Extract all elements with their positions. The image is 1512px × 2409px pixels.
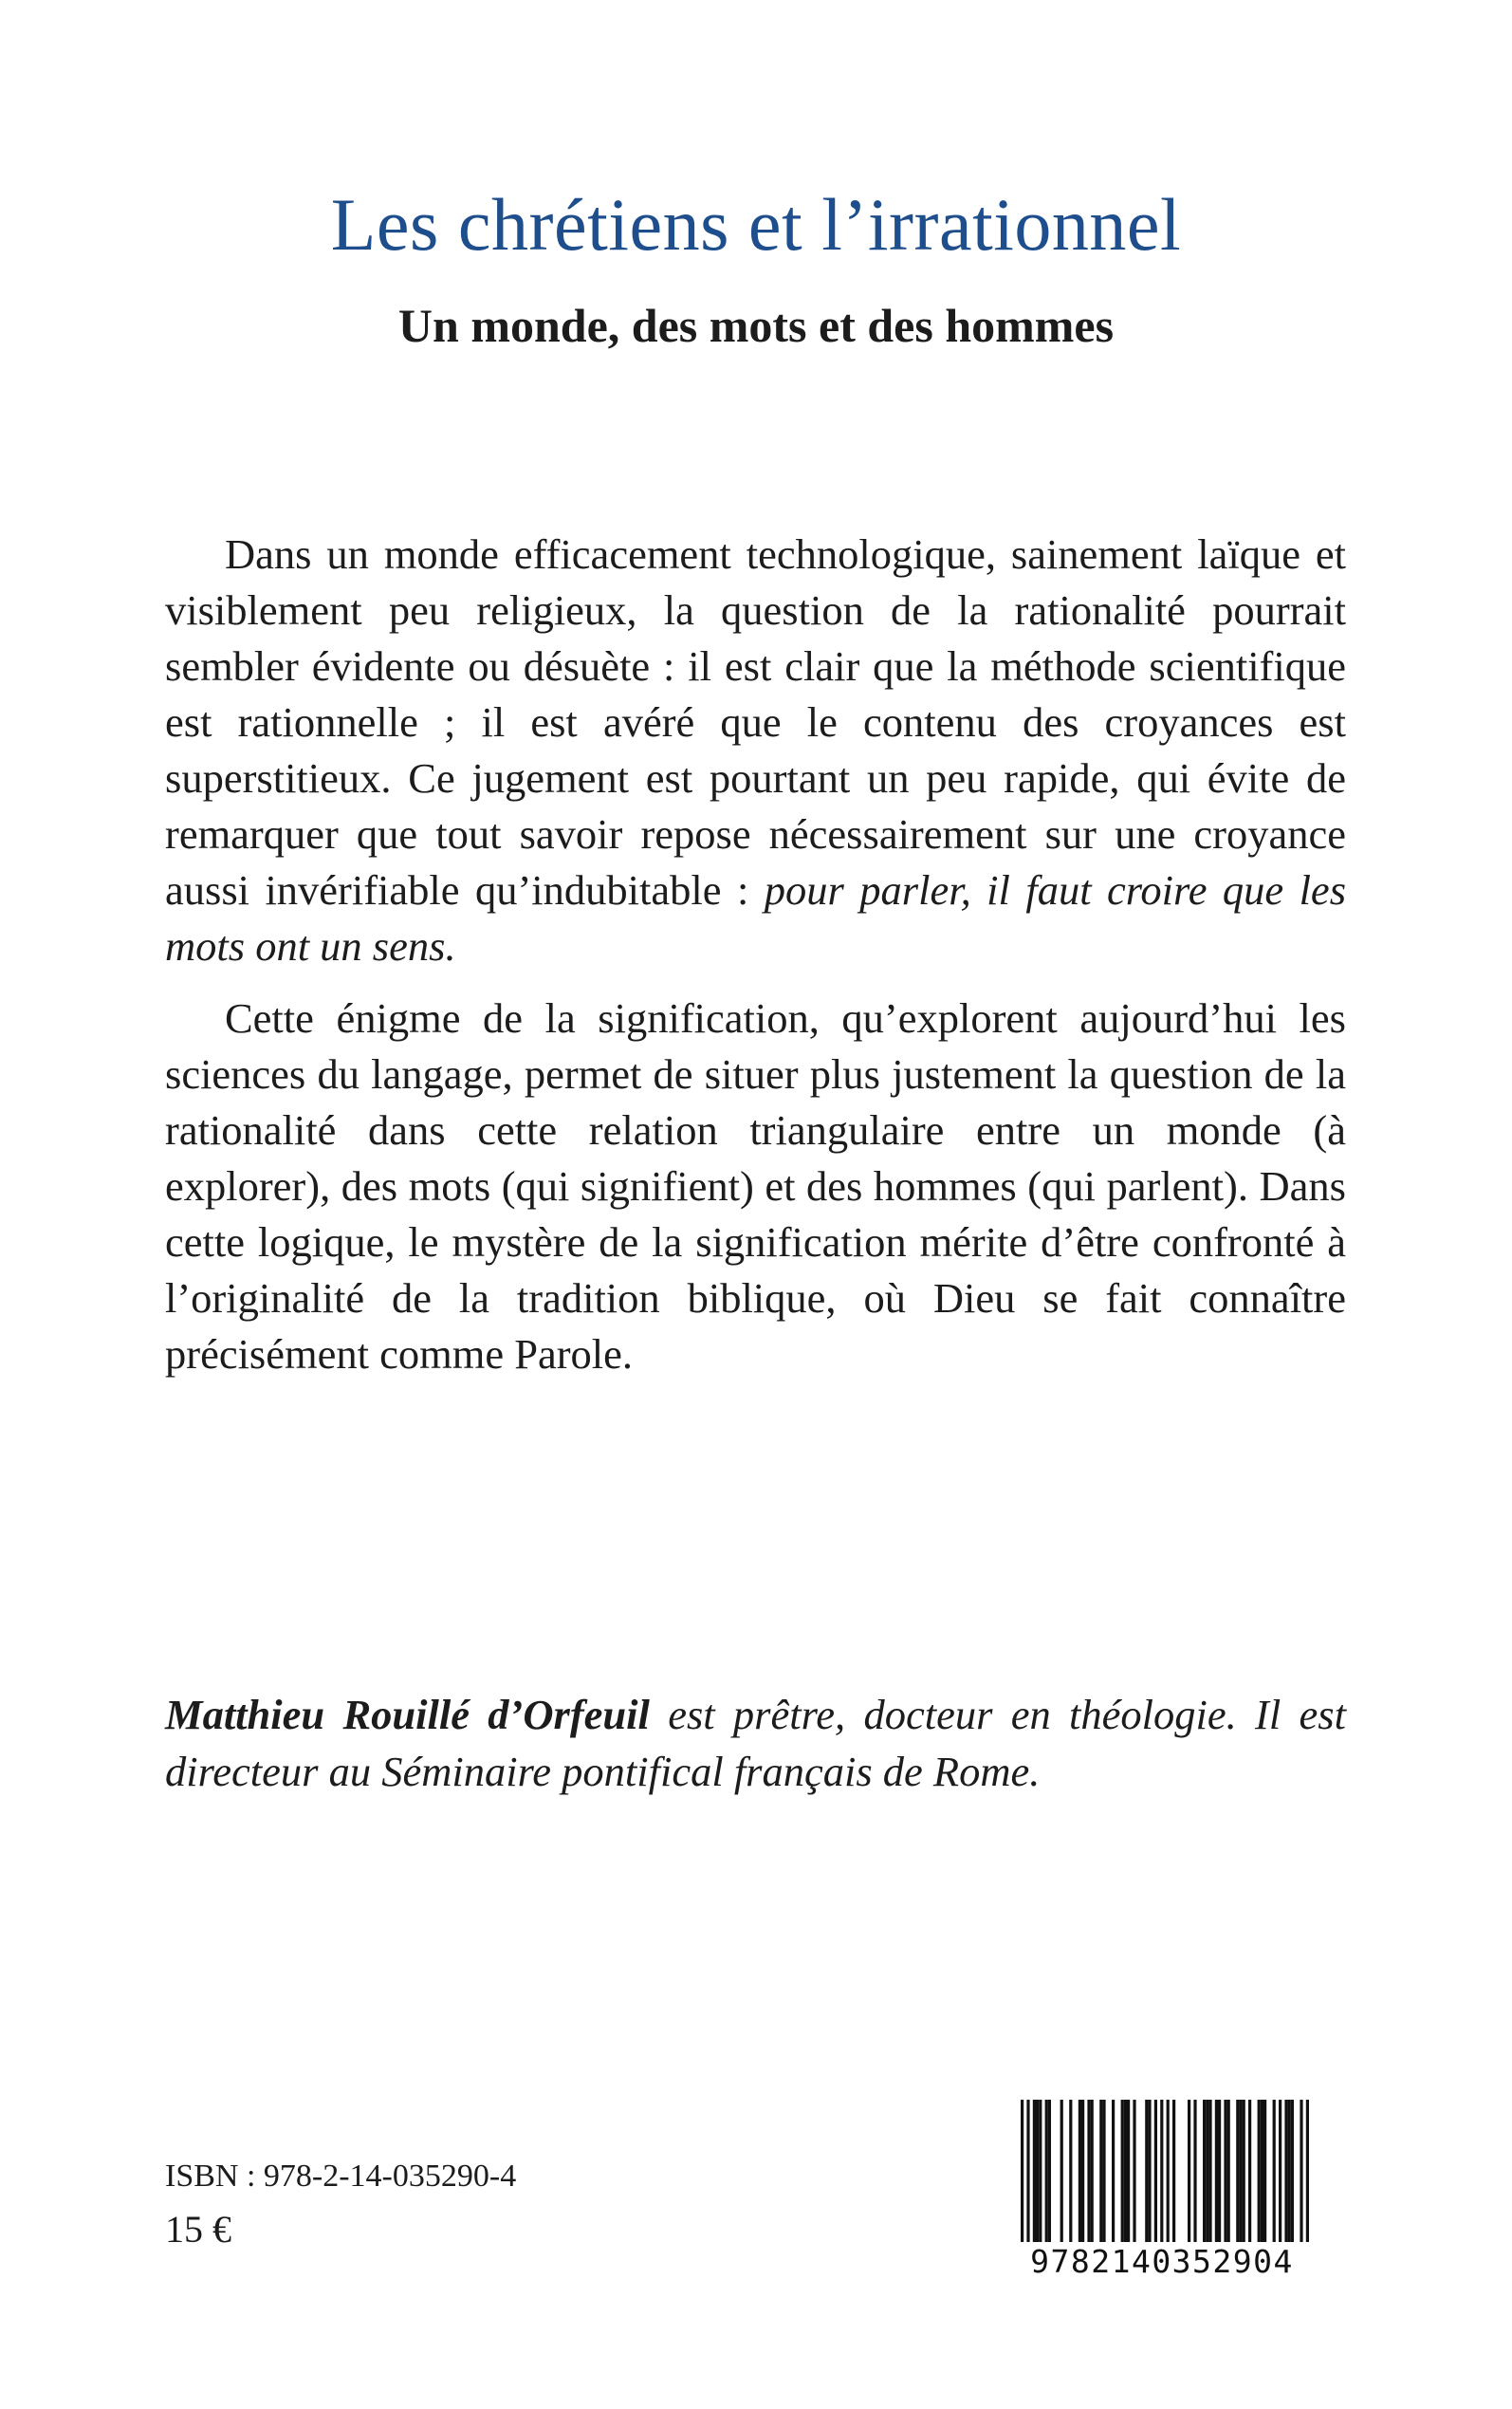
barcode-bar	[1167, 2100, 1170, 2242]
isbn-label: ISBN : 978-2-14-035290-4	[165, 2159, 517, 2194]
barcode-bar	[1154, 2100, 1157, 2242]
author-name: Matthieu Rouillé d’Orfeuil	[165, 1691, 650, 1738]
barcode-bar	[1102, 2100, 1105, 2242]
book-title: Les chrétiens et l’irrationnel	[330, 183, 1182, 266]
blurb-italic-quote: pour parler, il faut croire que les mots ont un sens.	[165, 866, 1347, 970]
barcode-bar	[1048, 2100, 1051, 2242]
barcode-bar	[1033, 2100, 1036, 2242]
barcode-bar	[1121, 2100, 1124, 2242]
barcode-bar	[1258, 2100, 1261, 2242]
book-subtitle: Un monde, des mots et des hommes	[397, 299, 1115, 352]
barcode-bar	[1188, 2100, 1190, 2242]
barcode-bar	[1160, 2100, 1163, 2242]
barcode-bar	[1306, 2100, 1309, 2242]
barcode-bar	[1060, 2100, 1063, 2242]
barcode-bar	[1133, 2100, 1135, 2242]
blurb-paragraph-2: Cette énigme de la signification, qu’explorent aujourd’hui les sciences du langage, permet de situer plus justement la question de la rationalité dans cette relation triangulaire entre un monde (à explorer), des mots (qui signifient) et des hommes (qui parlent). Dans cette logique, le mystère de la signification mérite d’être confronté à l’originalité de la tradition biblique, où Dieu se fait connaître précisément comme Parole.	[165, 994, 1346, 1378]
barcode-bar	[1224, 2100, 1226, 2242]
barcode-bar	[1208, 2100, 1211, 2242]
barcode-bar	[1045, 2100, 1048, 2242]
barcode-bar	[1291, 2100, 1294, 2242]
barcode-bar	[1273, 2100, 1276, 2242]
barcode-bar	[1300, 2100, 1302, 2242]
author-bio	[165, 1686, 1346, 1800]
barcode-bar	[1236, 2100, 1239, 2242]
barcode-bar	[1087, 2100, 1090, 2242]
barcode-digits: 9782140352904	[1030, 2243, 1294, 2280]
barcode-bar	[1284, 2100, 1287, 2242]
barcode-bar	[1145, 2100, 1148, 2242]
blurb-paragraph-1-text: Dans un monde efficacement technologique, sainement laïque et visiblement peu religieux, la question de la rationalité pourrait sembler évidente ou désuète : il est clair que la méthode scientifique est rationnelle ; il est avéré que le contenu des croyances est superstitieux. Ce jugement est pourtant un peu rapide, qui évite de remarquer que tout savoir repose nécessairement sur une croyance aussi invérifiable qu’indubitable :	[165, 530, 1346, 914]
price-label: 15 €	[165, 2208, 231, 2251]
blurb-paragraph-1	[165, 527, 1346, 974]
barcode-bar	[1263, 2100, 1266, 2242]
barcode-bars	[1005, 2092, 1318, 2244]
barcode-bar	[1261, 2100, 1263, 2242]
barcode-bar	[1218, 2100, 1221, 2242]
barcode-bar	[1124, 2100, 1127, 2242]
barcode-bar	[1243, 2100, 1245, 2242]
barcode-bar	[1239, 2100, 1242, 2242]
barcode-bar	[1099, 2100, 1102, 2242]
barcode-bar	[1081, 2100, 1084, 2242]
barcode-bar	[1112, 2100, 1115, 2242]
barcode-bar	[1193, 2100, 1196, 2242]
barcode-bar	[1079, 2100, 1081, 2242]
barcode-bar	[1069, 2100, 1072, 2242]
barcode	[1005, 2092, 1318, 2282]
barcode-bar	[1021, 2100, 1023, 2242]
barcode-bar	[1127, 2100, 1130, 2242]
barcode-bar	[1172, 2100, 1175, 2242]
barcode-bar	[1148, 2100, 1151, 2242]
author-description: est prêtre, docteur en théologie. Il est directeur au Séminaire pontifical français de Rome.	[165, 1691, 1346, 1795]
barcode-bar	[1206, 2100, 1208, 2242]
barcode-bar	[1026, 2100, 1029, 2242]
barcode-bar	[1039, 2100, 1042, 2242]
barcode-bar	[1227, 2100, 1230, 2242]
barcode-bar	[1288, 2100, 1291, 2242]
barcode-bar	[1215, 2100, 1218, 2242]
barcode-bar	[1036, 2100, 1039, 2242]
barcode-bar	[1091, 2100, 1094, 2242]
barcode-bar	[1279, 2100, 1282, 2242]
barcode-bar	[1248, 2100, 1251, 2242]
barcode-bar	[1203, 2100, 1206, 2242]
blurb	[165, 527, 1346, 1399]
